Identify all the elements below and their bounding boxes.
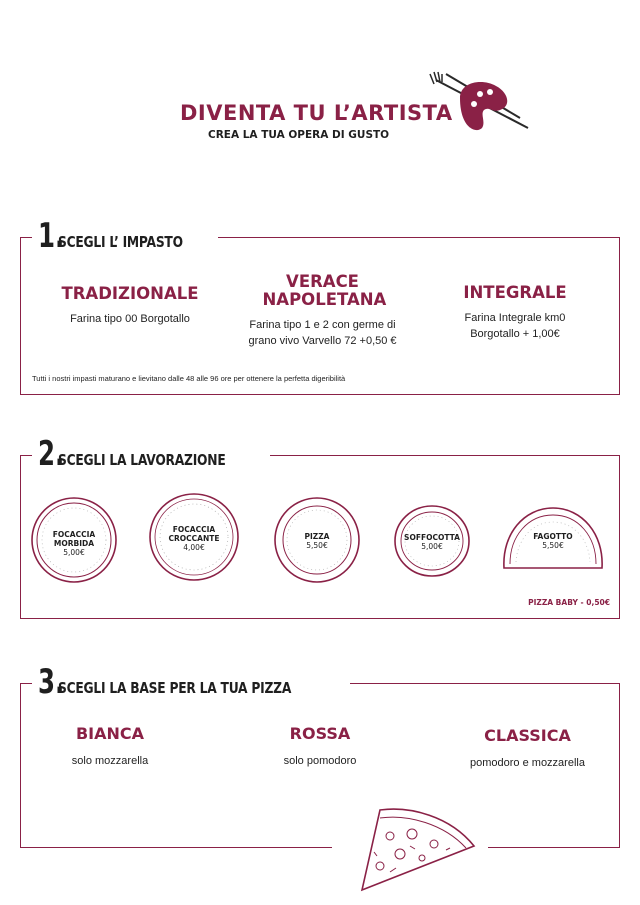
step-label: SCEGLI L’ IMPASTO [58, 233, 183, 251]
step-number: 2. [38, 434, 65, 474]
preparation-name: FOCACCIA MORBIDA [52, 530, 96, 548]
base-option [40, 724, 180, 767]
pizza-slice-icon [350, 806, 480, 894]
soft-focaccia-icon [30, 496, 118, 584]
preparation-price: 4,00€ [183, 543, 205, 552]
base-name: BIANCA [75, 724, 145, 743]
preparation-price: 5,00€ [421, 542, 443, 551]
step-number: 3. [38, 662, 65, 702]
page-subtitle: CREA LA TUA OPERA DI GUSTO [208, 129, 390, 141]
page-title: DIVENTA TU L’ARTISTA [180, 101, 453, 125]
dough-desc: Farina tipo 1 e 2 con germe di grano vivo Varvello 72 +0,50 € [248, 319, 397, 347]
base-option [455, 726, 600, 769]
dough-option [50, 285, 210, 327]
base-desc: pomodoro e mozzarella [470, 757, 585, 769]
base-desc: solo pomodoro [283, 755, 357, 767]
pizza-icon [273, 496, 361, 584]
dough-footnote: Tutti i nostri impasti maturano e lievitano dalle 48 alle 96 ore per ottenere la perfetta digeribilità [32, 374, 346, 383]
dough-option [450, 284, 580, 342]
step-3-heading [32, 662, 350, 702]
dough-name: INTEGRALE [463, 283, 567, 302]
preparation-name: FAGOTTO [533, 532, 573, 541]
step-2-heading [32, 434, 270, 474]
preparation-price: 5,50€ [306, 541, 328, 550]
step-label: SCEGLI LA BASE PER LA TUA PIZZA [58, 679, 292, 697]
dough-desc: Farina tipo 00 Borgotallo [70, 313, 190, 325]
palette-brush-fork-icon [420, 70, 532, 140]
soffocotta-icon [393, 504, 471, 578]
step-number: 1. [38, 216, 65, 256]
base-name: ROSSA [289, 724, 351, 743]
preparation-price: 5,00€ [63, 548, 85, 557]
dough-desc: Farina Integrale km0 Borgotallo + 1,00€ [464, 312, 566, 340]
fagotto-icon [500, 504, 606, 572]
pizza-baby-note: PIZZA BABY - 0,50€ [528, 598, 610, 607]
dough-name: TRADIZIONALE [61, 284, 199, 303]
preparation-name: SOFFOCOTTA [404, 533, 460, 542]
step-label: SCEGLI LA LAVORAZIONE [58, 451, 226, 469]
base-name: CLASSICA [484, 726, 571, 745]
base-option [250, 724, 390, 767]
dough-option [240, 273, 405, 349]
preparation-name: FOCACCIA CROCCANTE [168, 525, 220, 543]
dough-name: VERACE NAPOLETANA [262, 272, 387, 309]
preparation-price: 5,50€ [542, 541, 564, 550]
base-desc: solo mozzarella [71, 755, 149, 767]
crispy-focaccia-icon [148, 491, 240, 583]
preparation-name: PIZZA [304, 532, 330, 541]
step-1-heading [32, 216, 218, 256]
